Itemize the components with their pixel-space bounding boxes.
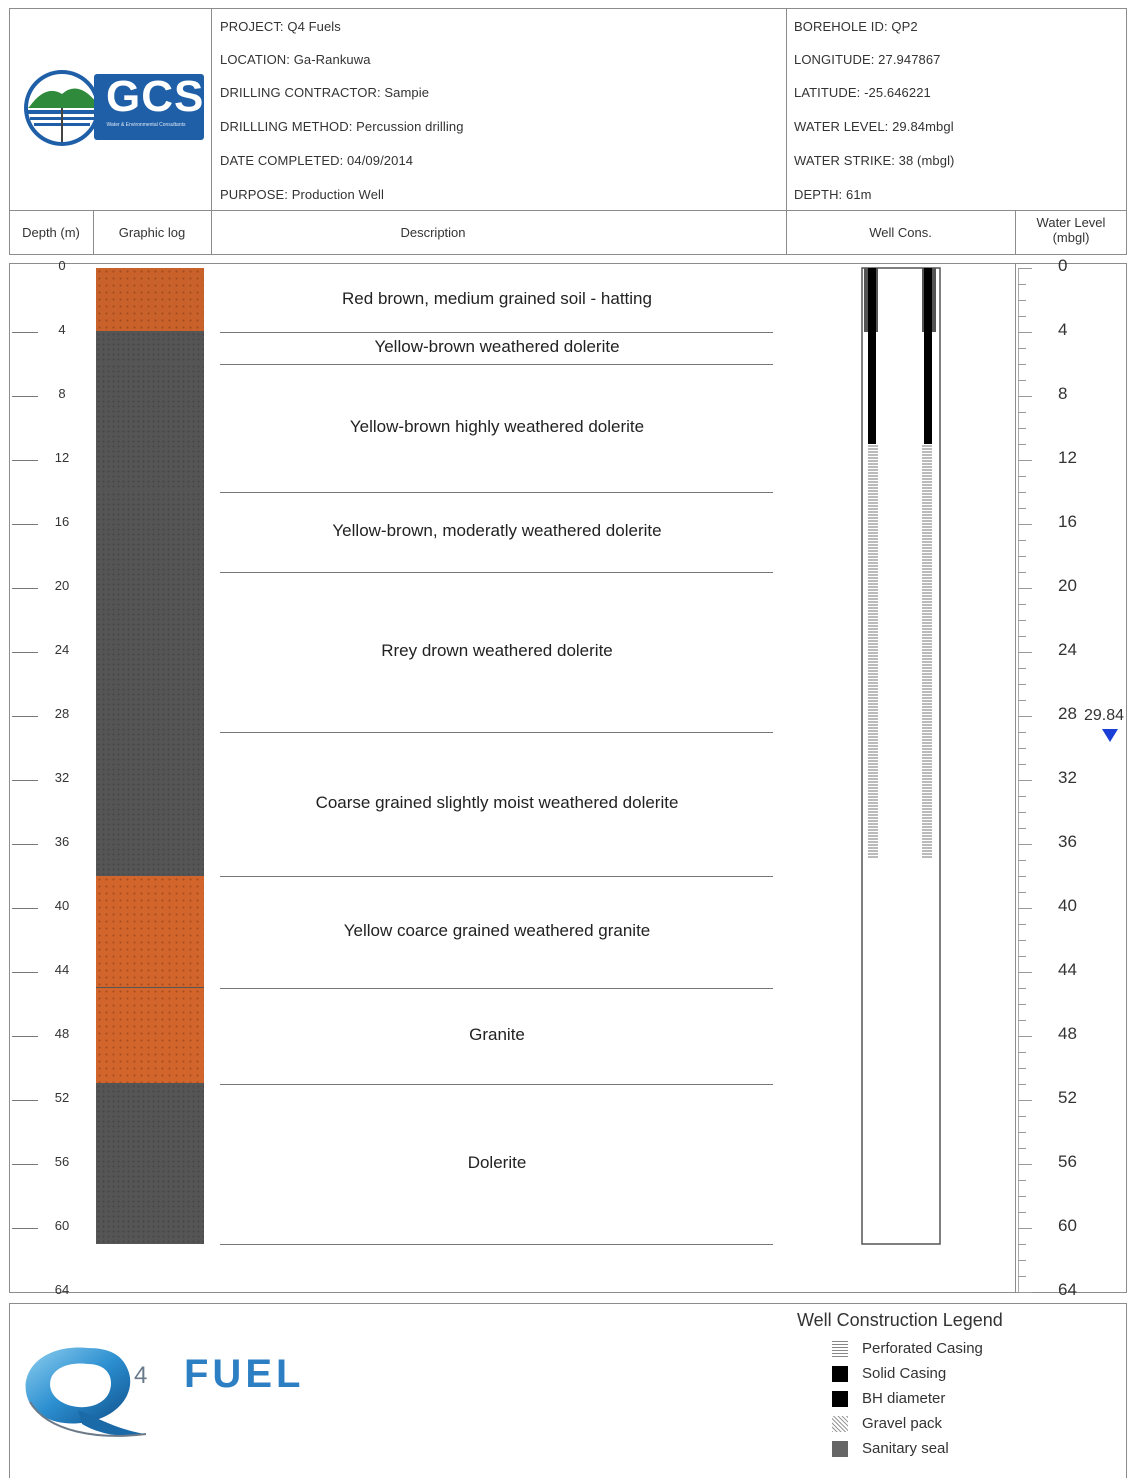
wl-tick [1018, 588, 1032, 589]
longitude-field: LONGITUDE: 27.947867 [794, 52, 941, 67]
q4-brand-mark: 4 [134, 1362, 148, 1389]
legend-label: Solid Casing [862, 1365, 947, 1382]
wl-tick [1018, 1068, 1026, 1069]
wl-tick-label: 8 [1058, 384, 1068, 403]
legend-label: Sanitary seal [862, 1440, 949, 1457]
wl-tick [1018, 428, 1026, 429]
legend-title: Well Construction Legend [797, 1310, 1003, 1330]
layer-description: Yellow-brown highly weathered dolerite [349, 417, 645, 436]
depth-tick-label: 52 [54, 1090, 70, 1105]
gcs-logo-text: GCS [106, 72, 205, 121]
depth-tick-label: 24 [54, 642, 70, 657]
wl-tick [1018, 1052, 1026, 1053]
wl-tick-label: 4 [1058, 320, 1068, 339]
wl-tick [1018, 924, 1026, 925]
wl-tick-label: 12 [1058, 448, 1077, 467]
wl-tick [1018, 1260, 1026, 1261]
wl-tick-label: 60 [1058, 1216, 1077, 1235]
legend-label: BH diameter [862, 1390, 946, 1407]
latitude-field: LATITUDE: -25.646221 [794, 85, 931, 100]
wl-tick [1018, 396, 1032, 397]
log-layer-dolerite [96, 572, 204, 732]
legend-item-solid [832, 1365, 946, 1385]
depth-tick [12, 1036, 38, 1037]
log-layer-dolerite [96, 492, 204, 572]
depth-tick-label: 12 [54, 450, 70, 465]
wl-tick [1018, 1228, 1032, 1229]
legend-label: Gravel pack [862, 1415, 943, 1432]
wl-tick-label: 36 [1058, 832, 1077, 851]
depth-tick-label: 28 [54, 706, 70, 721]
legend-swatch-bh [832, 1391, 848, 1407]
legend-item-bh [832, 1390, 945, 1410]
wl-tick [1018, 1180, 1026, 1181]
legend-item-gravel [832, 1415, 942, 1435]
wl-tick [1018, 748, 1026, 749]
depth-tick-label: 60 [54, 1218, 70, 1233]
well-diagram [856, 263, 946, 1253]
project-field: PROJECT: Q4 Fuels [220, 19, 341, 34]
layer-boundary-line [220, 732, 773, 733]
layer-description: Granite [469, 1025, 525, 1044]
wl-tick [1018, 796, 1026, 797]
depth-tick-label: 0 [58, 258, 66, 273]
wl-tick [1018, 604, 1026, 605]
water-strike-field: WATER STRIKE: 38 (mbgl) [794, 153, 955, 168]
wl-tick [1018, 1132, 1026, 1133]
col-header-description: Description [400, 225, 466, 240]
col-header-water-level [1015, 215, 1127, 245]
wl-tick [1018, 716, 1032, 717]
wl-tick-label: 64 [1058, 1280, 1077, 1299]
date-completed-field: DATE COMPLETED: 04/09/2014 [220, 153, 414, 168]
wl-tick [1018, 364, 1026, 365]
depth-tick [12, 652, 38, 653]
depth-tick [12, 396, 38, 397]
depth-tick-label: 20 [54, 578, 70, 593]
layer-boundary-line [220, 988, 773, 989]
log-layer-dolerite [96, 732, 204, 876]
wl-tick [1018, 316, 1026, 317]
wl-tick-label: 28 [1058, 704, 1077, 723]
wl-tick [1018, 1020, 1026, 1021]
wl-tick [1018, 268, 1032, 269]
gcs-logo-subtext: Water & Environmental Consultants [106, 122, 186, 128]
wl-tick [1018, 284, 1026, 285]
wl-tick [1018, 1212, 1026, 1213]
wl-tick [1018, 1164, 1032, 1165]
depth-tick-label: 8 [58, 386, 66, 401]
water-level-reading-label: 29.84 [1084, 707, 1125, 725]
wl-tick [1018, 636, 1026, 637]
wl-tick [1018, 876, 1026, 877]
depth-tick [12, 972, 38, 973]
layer-boundary-line [220, 1084, 773, 1085]
wl-tick-label: 16 [1058, 512, 1077, 531]
depth-tick-label: 32 [54, 770, 70, 785]
wl-tick [1018, 1196, 1026, 1197]
log-layer-granite [96, 876, 204, 988]
wl-tick [1018, 732, 1026, 733]
layer-description: Coarse grained slightly moist weathered dolerite [315, 793, 679, 812]
layer-description: Red brown, medium grained soil - hatting [342, 289, 652, 308]
col-header-depth: Depth (m) [22, 225, 80, 240]
wl-tick [1018, 812, 1026, 813]
wl-tick [1018, 300, 1026, 301]
layer-description: Rrey drown weathered dolerite [381, 641, 613, 660]
wl-tick [1018, 620, 1026, 621]
log-layer-dolerite [96, 1084, 204, 1244]
col-header-graphic-log: Graphic log [118, 225, 186, 240]
purpose-field: PURPOSE: Production Well [220, 187, 384, 202]
drilling-contractor-field: DRILLING CONTRACTOR: Sampie [220, 85, 430, 100]
wl-tick [1018, 908, 1032, 909]
layer-boundary-line [220, 876, 773, 877]
wl-tick [1018, 652, 1032, 653]
drilling-method-field: DRILLLING METHOD: Percussion drilling [220, 119, 464, 134]
wl-tick [1018, 700, 1026, 701]
layer-description: Yellow coarce grained weathered granite [343, 921, 651, 940]
wl-tick-label: 52 [1058, 1088, 1077, 1107]
wl-tick-label: 20 [1058, 576, 1077, 595]
wl-tick [1018, 684, 1026, 685]
header-column-divider [9, 210, 1127, 211]
wl-tick-label: 40 [1058, 896, 1077, 915]
log-layer-granite [96, 988, 204, 1084]
solid-casing-left [868, 268, 876, 444]
depth-tick-label: 64 [54, 1282, 70, 1297]
wl-tick [1018, 780, 1032, 781]
wl-tick [1018, 668, 1026, 669]
depth-tick [12, 460, 38, 461]
layer-description: Yellow-brown, moderatly weathered dolerite [332, 521, 662, 540]
depth-tick-label: 56 [54, 1154, 70, 1169]
water-level-field: WATER LEVEL: 29.84mbgl [794, 119, 954, 134]
depth-tick-label: 4 [58, 322, 66, 337]
solid-casing-right [924, 268, 932, 444]
depth-tick [12, 716, 38, 717]
wl-tick [1018, 764, 1026, 765]
q4-brand-text: FUEL [184, 1352, 305, 1396]
wl-tick [1018, 988, 1026, 989]
wl-tick [1018, 1276, 1026, 1277]
wl-tick [1018, 860, 1026, 861]
depth-tick [12, 1100, 38, 1101]
depth-tick [12, 1228, 38, 1229]
legend-item-perforated [832, 1340, 983, 1360]
wl-tick [1018, 972, 1032, 973]
wl-tick-label: 44 [1058, 960, 1077, 979]
wl-tick [1018, 412, 1026, 413]
depth-tick-label: 44 [54, 962, 70, 977]
wl-tick [1018, 1084, 1026, 1085]
borehole-id-field: BOREHOLE ID: QP2 [794, 19, 918, 34]
depth-tick-label: 48 [54, 1026, 70, 1041]
location-field: LOCATION: Ga-Rankuwa [220, 52, 371, 67]
water-level-marker-icon [1102, 729, 1118, 743]
wl-tick [1018, 508, 1026, 509]
wl-tick [1018, 332, 1032, 333]
layer-boundary-line [220, 332, 773, 333]
depth-tick [12, 780, 38, 781]
depth-tick-label: 36 [54, 834, 70, 849]
layer-boundary-line [220, 1244, 773, 1245]
depth-tick [12, 524, 38, 525]
wl-tick-label: 0 [1058, 256, 1068, 275]
depth-tick [12, 1164, 38, 1165]
wl-tick-label: 56 [1058, 1152, 1077, 1171]
legend-label: Perforated Casing [862, 1340, 983, 1357]
wl-tick [1018, 1148, 1026, 1149]
depth-tick [12, 332, 38, 333]
legend-swatch-solid [832, 1366, 848, 1382]
col-header-well-cons: Well Cons. [869, 225, 932, 240]
legend-swatch-seal [832, 1441, 848, 1457]
wl-tick [1018, 492, 1026, 493]
log-layer-soil [96, 268, 204, 332]
depth-field: DEPTH: 61m [794, 187, 872, 202]
well-construction [856, 263, 946, 1253]
legend-swatch-perforated [832, 1341, 848, 1357]
wl-tick [1018, 348, 1026, 349]
layer-description: Yellow-brown weathered dolerite [374, 337, 620, 356]
layer-description: Dolerite [467, 1153, 527, 1172]
header-divider-logo [211, 8, 212, 255]
wl-tick [1018, 956, 1026, 957]
layer-boundary-line [220, 572, 773, 573]
wl-tick [1018, 1292, 1032, 1293]
col-header-water-level-line2: (mbgl) [1052, 230, 1090, 245]
layer-boundary-line [220, 364, 773, 365]
layer-boundary-line [220, 492, 773, 493]
log-layer-dolerite [96, 332, 204, 364]
wl-tick [1018, 556, 1026, 557]
wl-tick [1018, 524, 1032, 525]
wl-tick [1018, 892, 1026, 893]
wl-tick [1018, 1116, 1026, 1117]
col-header-water-level-line1: Water Level [1036, 215, 1106, 230]
wl-tick [1018, 380, 1026, 381]
wl-tick [1018, 572, 1026, 573]
wl-tick [1018, 540, 1026, 541]
wl-column-divider [1015, 263, 1016, 1293]
wl-tick [1018, 460, 1032, 461]
legend-swatch-gravel [832, 1416, 848, 1432]
depth-tick-label: 40 [54, 898, 70, 913]
wl-tick [1018, 828, 1026, 829]
wl-tick-label: 32 [1058, 768, 1077, 787]
wl-tick [1018, 1004, 1026, 1005]
wl-tick [1018, 1244, 1026, 1245]
wl-tick [1018, 1036, 1032, 1037]
legend-item-seal [832, 1440, 949, 1460]
wl-tick [1018, 940, 1026, 941]
depth-tick [12, 588, 38, 589]
depth-tick [12, 908, 38, 909]
wl-tick [1018, 476, 1026, 477]
log-layer-dolerite [96, 364, 204, 492]
wl-tick-label: 24 [1058, 640, 1077, 659]
header-divider-info [786, 8, 787, 255]
depth-tick-label: 16 [54, 514, 70, 529]
wl-tick-label: 48 [1058, 1024, 1077, 1043]
wl-tick [1018, 444, 1026, 445]
wl-tick [1018, 844, 1032, 845]
wl-tick [1018, 1100, 1032, 1101]
depth-tick [12, 844, 38, 845]
